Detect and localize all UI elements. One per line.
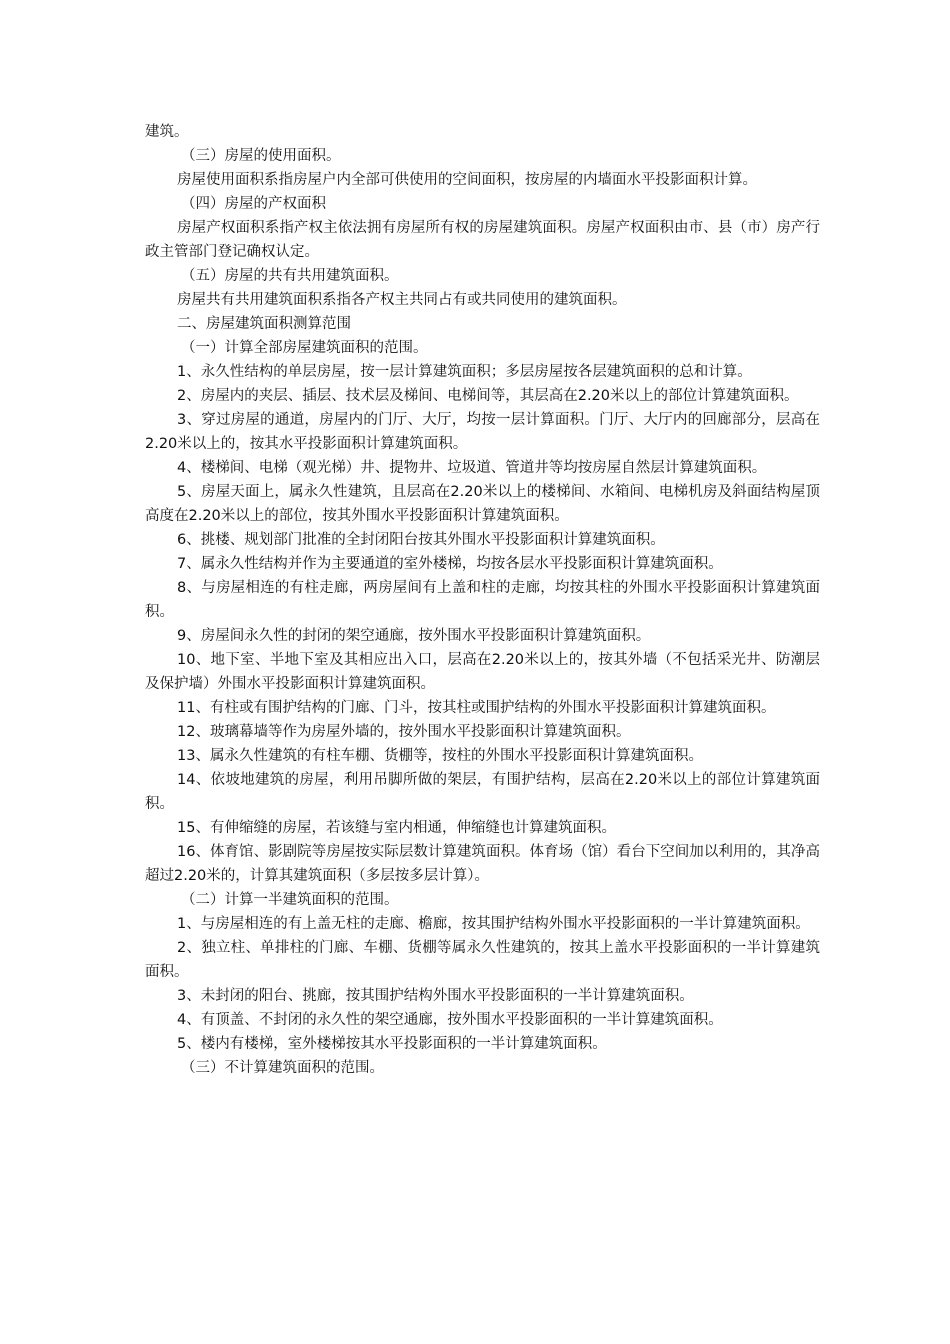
list-item: 10、地下室、半地下室及其相应出入口，层高在2.20米以上的，按其外墙（不包括采光井、防潮层及保护墙）外围水平投影面积计算建筑面积。 bbox=[145, 652, 820, 692]
list-item: 16、体育馆、影剧院等房屋按实际层数计算建筑面积。体育场（馆）看台下空间加以利用的，其净高超过2.20米的，计算其建筑面积（多层按多层计算）。 bbox=[145, 844, 820, 884]
section-heading: （五）房屋的共有共用建筑面积。 bbox=[181, 268, 399, 284]
list-item: 7、属永久性结构并作为主要通道的室外楼梯，均按各层水平投影面积计算建筑面积。 bbox=[177, 556, 723, 572]
paragraph: 房屋使用面积系指房屋户内全部可供使用的空间面积，按房屋的内墙面水平投影面积计算。 bbox=[177, 172, 757, 188]
list-item: 5、房屋天面上，属永久性建筑，且层高在2.20米以上的楼梯间、水箱间、电梯机房及斜面结构屋顶高度在2.20米以上的部位，按其外围水平投影面积计算建筑面积。 bbox=[145, 484, 820, 524]
list-item: 2、房屋内的夹层、插层、技术层及梯间、电梯间等，其层高在2.20米以上的部位计算建筑面积。 bbox=[177, 388, 799, 404]
list-item: 8、与房屋相连的有柱走廊，两房屋间有上盖和柱的走廊，均按其柱的外围水平投影面积计算建筑面积。 bbox=[145, 580, 820, 620]
list-item: 1、与房屋相连的有上盖无柱的走廊、檐廊，按其围护结构外围水平投影面积的一半计算建筑面积。 bbox=[177, 916, 810, 932]
section-heading: （三）房屋的使用面积。 bbox=[181, 148, 341, 164]
list-item: 6、挑楼、规划部门批准的全封闭阳台按其外围水平投影面积计算建筑面积。 bbox=[177, 532, 665, 548]
list-item: 11、有柱或有围护结构的门廊、门斗，按其柱或围护结构的外围水平投影面积计算建筑面积。 bbox=[177, 700, 776, 716]
paragraph: 建筑。 bbox=[145, 124, 189, 140]
list-item: 14、依坡地建筑的房屋，利用吊脚所做的架层，有围护结构，层高在2.20米以上的部位计算建筑面积。 bbox=[145, 772, 820, 812]
list-item: 3、未封闭的阳台、挑廊，按其围护结构外围水平投影面积的一半计算建筑面积。 bbox=[177, 988, 694, 1004]
list-item: 2、独立柱、单排柱的门廊、车棚、货棚等属永久性建筑的，按其上盖水平投影面积的一半计算建筑面积。 bbox=[145, 940, 820, 980]
chapter-heading: 二、房屋建筑面积测算范围 bbox=[177, 316, 351, 332]
paragraph: 房屋共有共用建筑面积系指各产权主共同占有或共同使用的建筑面积。 bbox=[177, 292, 627, 308]
list-item: 13、属永久性建筑的有柱车棚、货棚等，按柱的外围水平投影面积计算建筑面积。 bbox=[177, 748, 703, 764]
list-item: 1、永久性结构的单层房屋，按一层计算建筑面积；多层房屋按各层建筑面积的总和计算。 bbox=[177, 364, 752, 380]
list-item: 4、楼梯间、电梯（观光梯）井、提物井、垃圾道、管道井等均按房屋自然层计算建筑面积。 bbox=[177, 460, 767, 476]
paragraph: 房屋产权面积系指产权主依法拥有房屋所有权的房屋建筑面积。房屋产权面积由市、县（市）房产行政主管部门登记确权认定。 bbox=[145, 220, 820, 260]
section-heading: （一）计算全部房屋建筑面积的范围。 bbox=[181, 340, 428, 356]
list-item: 4、有顶盖、不封闭的永久性的架空通廊，按外围水平投影面积的一半计算建筑面积。 bbox=[177, 1012, 723, 1028]
section-heading: （四）房屋的产权面积 bbox=[181, 196, 326, 212]
list-item: 12、玻璃幕墙等作为房屋外墙的，按外围水平投影面积计算建筑面积。 bbox=[177, 724, 631, 740]
list-item: 5、楼内有楼梯，室外楼梯按其水平投影面积的一半计算建筑面积。 bbox=[177, 1036, 607, 1052]
section-heading: （三）不计算建筑面积的范围。 bbox=[181, 1060, 384, 1076]
section-heading: （二）计算一半建筑面积的范围。 bbox=[181, 892, 399, 908]
list-item: 15、有伸缩缝的房屋，若该缝与室内相通，伸缩缝也计算建筑面积。 bbox=[177, 820, 616, 836]
list-item: 9、房屋间永久性的封闭的架空通廊，按外围水平投影面积计算建筑面积。 bbox=[177, 628, 651, 644]
list-item: 3、穿过房屋的通道，房屋内的门厅、大厅，均按一层计算面积。门厅、大厅内的回廊部分，层高在2.20米以上的，按其水平投影面积计算建筑面积。 bbox=[145, 412, 820, 452]
